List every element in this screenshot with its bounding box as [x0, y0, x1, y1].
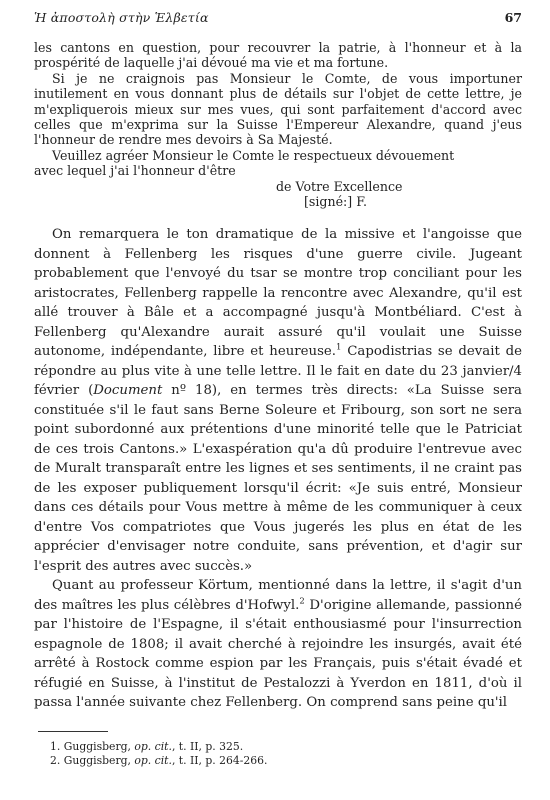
footnote-ref-2: 2: [299, 596, 305, 607]
letter-closing-line-2: avec lequel j'ai l'honneur d'être: [34, 163, 236, 179]
document-ref: Document: [93, 383, 163, 399]
letter-salutation: de Votre Excellence: [276, 178, 403, 194]
quoted-letter: [34, 40, 522, 209]
running-title: Ἡ ἀποστολὴ στὴν Ἑλβετία: [34, 10, 209, 25]
footnote-ref-1: 1: [336, 343, 342, 354]
footnote-2-text-a: Guggisberg,: [60, 754, 135, 768]
body-text: [34, 225, 522, 713]
footnote-1-text-a: Guggisberg,: [60, 739, 135, 753]
body-paragraph-1: [34, 225, 522, 576]
footnotes: [34, 740, 522, 769]
letter-paragraph-1: les cantons en question, pour recouvrer la patrie, à l'honneur et à la prospérité de laquelle j'ai dévoué ma vie et ma fortune.: [34, 40, 522, 71]
footnote-2: [34, 754, 522, 769]
letter-paragraph-2: Si je ne craignois pas Monsieur le Comte, de vous importuner inutilement en vous donnant plus de détails sur l'objet de cette lettre, je m'expliquerois mieux sur mes vues, qui sont parfaitement d'accord avec celles que m'exprima sur la Suisse l'Empereur Alexandre, quand j'eus l'honneur de rendre mes devoirs à Sa Majesté.: [34, 70, 522, 148]
body-p1-text-a: On remarquera le ton dramatique de la missive et l'angoisse que donnent à Fellenberg les risques d'une guerre civile. Jugeant probablement que l'envoyé du tsar se montre trop conciliant pour les aristocrates, Fellenberg rappelle la rencontre avec Alexandre, qu'il est allé trouver à Bâle et a accompagné jusqu'à Montbéliard. C'est à Fellenberg qu'Alexandre aurait assuré qu'il voulait une Suisse autonome, indépendante, libre et heureuse.: [34, 227, 522, 360]
footnote-divider: [38, 731, 108, 732]
footnote-1-text-b: , t. II, p. 325.: [171, 739, 244, 753]
body-p1-text-b: Capodistrias se devait de répondre au plus vite à une telle lettre. Il le fait en date du 23 janvier/4 février (: [34, 344, 522, 399]
footnote-1-italic: op. cit.: [134, 739, 172, 753]
footnote-2-number: 2.: [50, 754, 61, 768]
body-p2-text-b: D'origine allemande, passionné par l'histoire de l'Espagne, il s'était enthousiasmé pour l'insurrection espagnole de 1808; il avait cherché à rejoindre les insurgés, avait été arrêté à Rostock comme espion par les Français, puis s'était évadé et réfugié en Suisse, à l'institut de Pestalozzi à Yverdon en 1811, d'où il passa l'année suivante chez Fellenberg. On comprend sans peine qu'il: [34, 597, 522, 711]
running-header: [34, 10, 522, 36]
body-p2-text-a: Quant au professeur Körtum, mentionné dans la lettre, il s'agit d'un des maîtres les plus célèbres d'Hofwyl.: [34, 578, 522, 613]
page-number: 67: [504, 10, 522, 25]
footnote-1: [34, 740, 522, 755]
letter-signature: [signé:] F.: [304, 194, 367, 210]
body-p1-text-c: nº 18), en termes très directs: «La Suisse sera constituée s'il le faut sans Berne Soleure et Fribourg, son sort ne sera point subordonné aux prétentions d'une minorité telle que le Patriciat de ces trois Cantons.» L'exaspération qu'a dû produire l'entrevue avec de Muralt transparaît entre les lignes et ses sentiments, il ne craint pas de les exposer publiquement lorsqu'il écrit: «Je suis entré, Monsieur dans ces détails pour Vous mettre à même de les communiquer à ceux d'entre Vos compatriotes que Vous jugerés les plus en état de les apprécier d'envisager notre conduite, sans prévention, et d'agir sur l'esprit des autres avec succès.»: [34, 383, 522, 574]
footnote-2-text-b: , t. II, p. 264-266.: [171, 754, 268, 768]
body-paragraph-2: [34, 576, 522, 713]
letter-closing-line-1: Veuillez agréer Monsieur le Comte le respectueux dévouement: [52, 147, 455, 163]
footnote-1-number: 1.: [50, 739, 61, 753]
footnote-2-italic: op. cit.: [134, 754, 172, 768]
